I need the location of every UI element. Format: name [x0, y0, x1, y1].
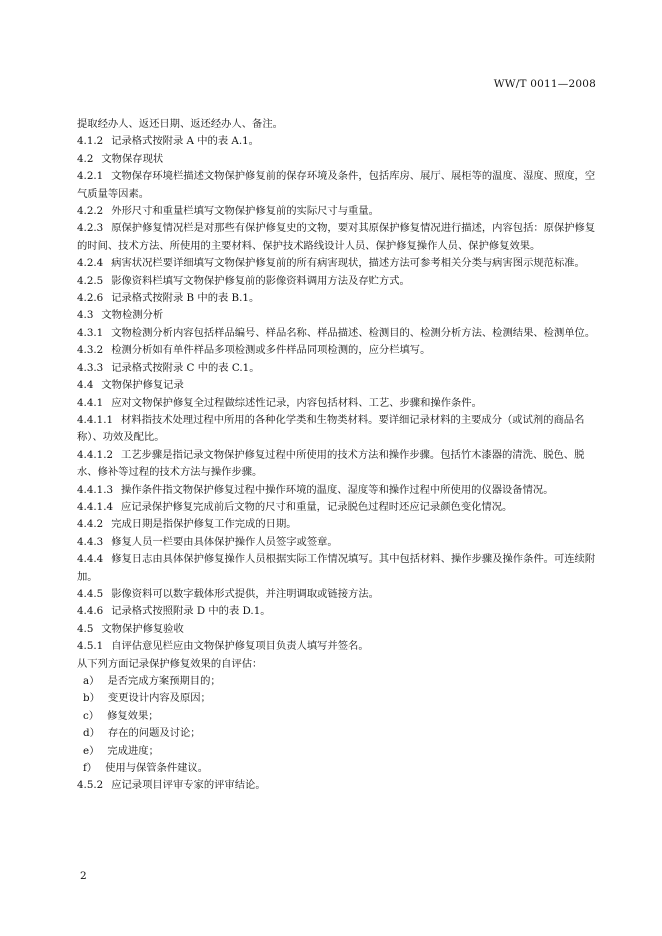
- clause-number: 4.3.3: [77, 361, 104, 374]
- paragraph-text: 从下列方面记录保护修复效果的自评估：: [77, 657, 263, 670]
- paragraph-text: 原保护修复情况栏是对那些有保护修复史的文物，要对其原保护修复情况进行描述，内容包括：原保护修复的时间、技术方法、所使用的主要材料、保护技术路线设计人员、保护修复操作人员、保护修复效果。: [77, 222, 596, 252]
- paragraph: [77, 255, 601, 272]
- paragraph-text: 文物保存环境栏描述文物保护修复前的保存环境及条件，包括库房、展厅、展柜等的温度、湿度、照度，空气质量等因素。: [77, 170, 596, 200]
- paragraph: [77, 360, 601, 377]
- clause-number: 4.2.3: [77, 222, 104, 235]
- list-item: [77, 760, 601, 777]
- paragraph-text: 完成进度；: [107, 744, 159, 757]
- clause-number: 4.2.6: [77, 292, 104, 305]
- clause-number: 4.4.1: [77, 396, 104, 409]
- paragraph: [77, 325, 601, 342]
- paragraph: [77, 551, 601, 586]
- paragraph-text: 影像资料可以数字载体形式提供，并注明调取或链接方法。: [111, 587, 379, 600]
- paragraph: [77, 116, 601, 133]
- document-code: WW/T 0011—2008: [493, 78, 596, 90]
- clause-number: a）: [83, 675, 100, 687]
- paragraph-text: 文物保护修复记录: [101, 379, 184, 392]
- clause-number: b）: [83, 692, 100, 705]
- clause-number: f）: [83, 762, 98, 775]
- paragraph-text: 记录格式按附录 C 中的表 C.1。: [111, 361, 260, 374]
- paragraph: [77, 447, 601, 482]
- clause-number: 4.4.1.4: [77, 500, 114, 513]
- clause-number: 4.2.4: [77, 257, 104, 270]
- list-item: [77, 725, 601, 742]
- paragraph: [77, 777, 601, 794]
- list-item: [77, 673, 601, 690]
- paragraph: [77, 203, 601, 220]
- paragraph-text: 文物保存现状: [101, 152, 164, 165]
- clause-number: 4.1.2: [77, 135, 104, 148]
- clause-number: d）: [83, 727, 100, 740]
- list-item: [77, 743, 601, 760]
- paragraph-text: 检测分析如有单件样品多项检测或多件样品同项检测的，应分栏填写。: [111, 344, 431, 357]
- document-body: [77, 116, 601, 795]
- list-item: [77, 690, 601, 707]
- paragraph-text: 记录格式按附录 B 中的表 B.1。: [111, 292, 260, 305]
- paragraph: [77, 220, 601, 255]
- paragraph-text: 是否完成方案预期目的；: [107, 675, 221, 687]
- paragraph-text: 外形尺寸和重量栏填写文物保护修复前的实际尺寸与重量。: [111, 205, 379, 218]
- clause-number: 4.3.1: [77, 326, 104, 339]
- paragraph: [77, 133, 601, 150]
- clause-number: 4.5.1: [77, 640, 104, 653]
- paragraph-text: 修复日志由具体保护修复操作人员根据实际工作情况填写。其中包括材料、操作步骤及操作条件。可连续附加。: [77, 553, 596, 583]
- paragraph: [77, 656, 601, 673]
- clause-number: 4.4.3: [77, 535, 104, 548]
- paragraph: [77, 377, 601, 394]
- paragraph: [77, 168, 601, 203]
- clause-number: 4.3: [77, 309, 94, 322]
- paragraph: [77, 290, 601, 307]
- clause-number: 4.2.2: [77, 205, 104, 218]
- paragraph: [77, 151, 601, 168]
- clause-number: 4.5.2: [77, 779, 104, 792]
- clause-number: 4.4: [77, 379, 94, 392]
- paragraph-text: 记录格式按附录 A 中的表 A.1。: [111, 135, 259, 148]
- paragraph-text: 影像资料栏填写文物保护修复前的影像资料调用方法及存贮方式。: [111, 274, 410, 287]
- clause-number: 4.2.5: [77, 274, 104, 287]
- paragraph-text: 使用与保管条件建议。: [105, 762, 209, 775]
- clause-number: 4.4.6: [77, 605, 104, 618]
- clause-number: 4.4.1.3: [77, 483, 114, 496]
- paragraph-text: 应记录项目评审专家的评审结论。: [111, 779, 266, 792]
- paragraph-text: 自评估意见栏应由文物保护修复项目负责人填写并签名。: [111, 640, 369, 653]
- paragraph: [77, 482, 601, 499]
- clause-number: 4.2: [77, 152, 94, 165]
- paragraph-text: 文物检测分析: [101, 309, 164, 322]
- paragraph-text: 应对文物保护修复全过程做综述性记录，内容包括材料、工艺、步骤和操作条件。: [111, 396, 482, 409]
- clause-number: 4.4.1.1: [77, 413, 114, 426]
- clause-number: 4.4.5: [77, 587, 104, 600]
- paragraph: [77, 621, 601, 638]
- clause-number: e）: [83, 744, 100, 757]
- paragraph-text: 工艺步骤是指记录文物保护修复过程中所使用的技术方法和操作步骤。包括竹木漆器的清洗、脱色、脱水、修补等过程的技术方法与操作步骤。: [77, 448, 585, 479]
- paragraph-text: 材料指技术处理过程中所用的各种化学类和生物类材料。要详细记录材料的主要成分（或试剂的商品名称）、功效及配比。: [77, 413, 585, 444]
- page-number: 2: [80, 870, 87, 882]
- list-item: [77, 708, 601, 725]
- paragraph: [77, 534, 601, 551]
- paragraph-text: 文物检测分析内容包括样品编号、样品名称、样品描述、检测目的、检测分析方法、检测结果、检测单位。: [111, 326, 596, 339]
- clause-number: 4.2.1: [77, 170, 104, 183]
- paragraph-text: 修复人员一栏要由具体保护操作人员签字或签章。: [111, 535, 338, 548]
- paragraph-text: 完成日期是指保护修复工作完成的日期。: [111, 518, 297, 531]
- paragraph: [77, 342, 601, 359]
- paragraph: [77, 516, 601, 533]
- paragraph-text: 变更设计内容及原因；: [107, 692, 211, 705]
- paragraph-text: 存在的问题及讨论；: [107, 727, 201, 740]
- paragraph-text: 记录格式按照附录 D 中的表 D.1。: [111, 605, 271, 618]
- paragraph-text: 提取经办人、返还日期、返还经办人、备注。: [77, 118, 283, 130]
- clause-number: c）: [83, 709, 100, 722]
- paragraph: [77, 638, 601, 655]
- paragraph: [77, 499, 601, 516]
- clause-number: 4.5: [77, 622, 94, 635]
- clause-number: 4.4.1.2: [77, 448, 114, 461]
- paragraph: [77, 307, 601, 324]
- paragraph: [77, 395, 601, 412]
- paragraph: [77, 412, 601, 447]
- clause-number: 4.4.4: [77, 553, 104, 566]
- paragraph: [77, 603, 601, 620]
- paragraph-text: 文物保护修复验收: [101, 622, 184, 635]
- paragraph-text: 操作条件指文物保护修复过程中操作环境的温度、湿度等和操作过程中所使用的仪器设备情况。: [121, 483, 554, 496]
- clause-number: 4.3.2: [77, 344, 104, 357]
- paragraph-text: 修复效果；: [107, 709, 159, 722]
- paragraph-text: 病害状况栏要详细填写文物保护修复前的所有病害现状，描述方法可参考相关分类与病害图示规范标准。: [111, 257, 585, 270]
- clause-number: 4.4.2: [77, 518, 104, 531]
- paragraph: [77, 273, 601, 290]
- paragraph-text: 应记录保护修复完成前后文物的尺寸和重量，记录脱色过程时还应记录颜色变化情况。: [121, 500, 513, 513]
- paragraph: [77, 586, 601, 603]
